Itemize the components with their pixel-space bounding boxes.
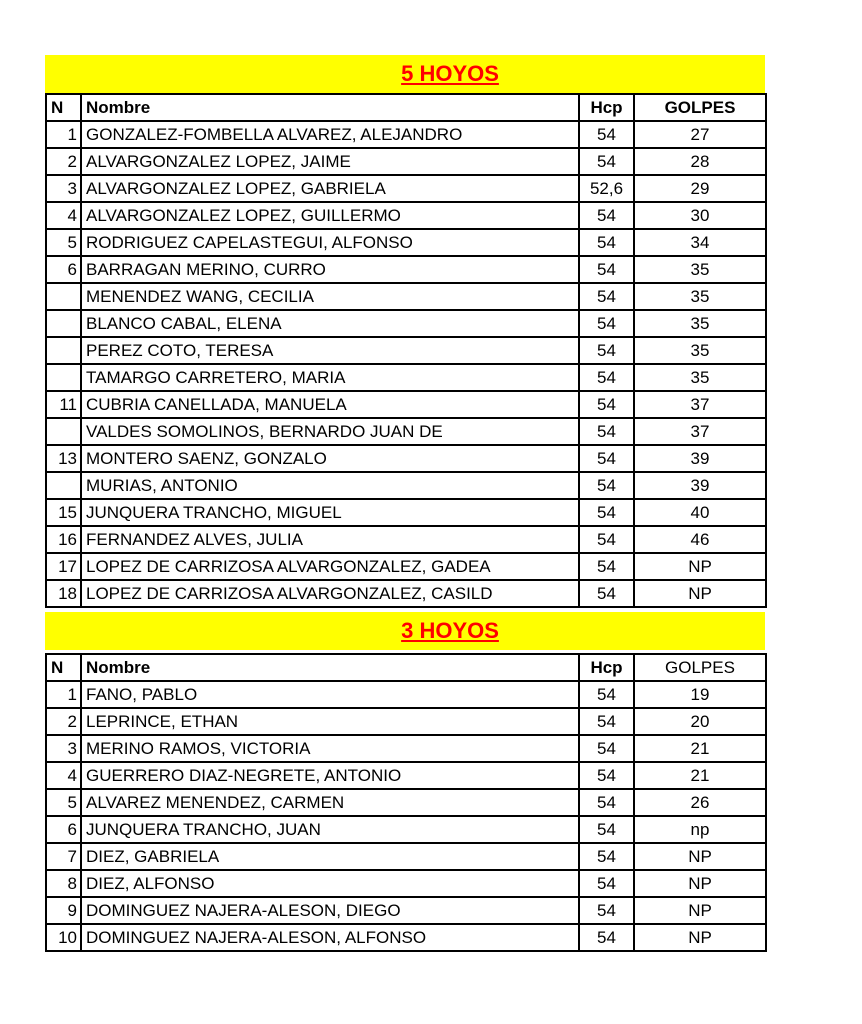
- cell-hcp: 54: [579, 121, 634, 148]
- cell-hcp: 54: [579, 870, 634, 897]
- cell-golpes: 37: [634, 418, 766, 445]
- cell-hcp: 54: [579, 202, 634, 229]
- cell-n: 4: [46, 202, 81, 229]
- table-row: [46, 472, 766, 499]
- cell-n: 7: [46, 843, 81, 870]
- cell-nombre: LOPEZ DE CARRIZOSA ALVARGONZALEZ, CASILD: [81, 580, 579, 607]
- table-row: [46, 418, 766, 445]
- cell-n: [46, 337, 81, 364]
- cell-nombre: FERNANDEZ ALVES, JULIA: [81, 526, 579, 553]
- table-row: [46, 283, 766, 310]
- cell-nombre: GUERRERO DIAZ-NEGRETE, ANTONIO: [81, 762, 579, 789]
- cell-nombre: VALDES SOMOLINOS, BERNARDO JUAN DE: [81, 418, 579, 445]
- header-golpes: GOLPES: [634, 94, 766, 121]
- table-row: [46, 229, 766, 256]
- cell-n: 6: [46, 256, 81, 283]
- cell-nombre: MERINO RAMOS, VICTORIA: [81, 735, 579, 762]
- table-row: [46, 391, 766, 418]
- table-row: [46, 924, 766, 951]
- cell-golpes: 35: [634, 364, 766, 391]
- cell-hcp: 54: [579, 256, 634, 283]
- cell-golpes: 20: [634, 708, 766, 735]
- cell-n: 1: [46, 681, 81, 708]
- table-row: [46, 364, 766, 391]
- cell-hcp: 54: [579, 364, 634, 391]
- table-header-row: [46, 94, 766, 121]
- cell-hcp: 54: [579, 924, 634, 951]
- header-nombre: Nombre: [81, 94, 579, 121]
- table-row: [46, 681, 766, 708]
- cell-n: 2: [46, 708, 81, 735]
- results-sheet: [45, 55, 765, 952]
- table-row: [46, 445, 766, 472]
- section-title-band-5-hoyos: [45, 55, 765, 93]
- cell-golpes: 28: [634, 148, 766, 175]
- cell-nombre: BLANCO CABAL, ELENA: [81, 310, 579, 337]
- cell-golpes: 21: [634, 735, 766, 762]
- cell-n: 3: [46, 735, 81, 762]
- cell-golpes: 27: [634, 121, 766, 148]
- cell-n: 17: [46, 553, 81, 580]
- cell-golpes: np: [634, 816, 766, 843]
- cell-hcp: 54: [579, 526, 634, 553]
- cell-nombre: FANO, PABLO: [81, 681, 579, 708]
- table-row: [46, 148, 766, 175]
- table-row: [46, 526, 766, 553]
- cell-n: 6: [46, 816, 81, 843]
- table-row: [46, 310, 766, 337]
- cell-nombre: DOMINGUEZ NAJERA-ALESON, ALFONSO: [81, 924, 579, 951]
- cell-golpes: NP: [634, 870, 766, 897]
- table-row: [46, 337, 766, 364]
- table-row: [46, 897, 766, 924]
- header-hcp: Hcp: [579, 654, 634, 681]
- cell-hcp: 54: [579, 499, 634, 526]
- cell-golpes: 46: [634, 526, 766, 553]
- cell-n: [46, 364, 81, 391]
- table-row: [46, 553, 766, 580]
- cell-hcp: 54: [579, 735, 634, 762]
- header-golpes: GOLPES: [634, 654, 766, 681]
- cell-golpes: 39: [634, 472, 766, 499]
- cell-n: [46, 472, 81, 499]
- cell-golpes: 26: [634, 789, 766, 816]
- cell-n: 16: [46, 526, 81, 553]
- cell-hcp: 54: [579, 843, 634, 870]
- results-table-3-hoyos: [45, 653, 767, 952]
- cell-hcp: 54: [579, 708, 634, 735]
- cell-hcp: 54: [579, 789, 634, 816]
- cell-nombre: MONTERO SAENZ, GONZALO: [81, 445, 579, 472]
- results-table-5-hoyos: [45, 93, 767, 608]
- cell-hcp: 54: [579, 148, 634, 175]
- cell-golpes: 40: [634, 499, 766, 526]
- cell-n: 15: [46, 499, 81, 526]
- cell-golpes: 21: [634, 762, 766, 789]
- cell-nombre: JUNQUERA TRANCHO, JUAN: [81, 816, 579, 843]
- cell-n: 10: [46, 924, 81, 951]
- table-row: [46, 735, 766, 762]
- cell-golpes: 29: [634, 175, 766, 202]
- cell-nombre: ALVARGONZALEZ LOPEZ, JAIME: [81, 148, 579, 175]
- cell-n: 3: [46, 175, 81, 202]
- cell-n: 1: [46, 121, 81, 148]
- cell-golpes: 30: [634, 202, 766, 229]
- header-nombre: Nombre: [81, 654, 579, 681]
- cell-n: 11: [46, 391, 81, 418]
- cell-hcp: 54: [579, 762, 634, 789]
- header-hcp: Hcp: [579, 94, 634, 121]
- table-row: [46, 580, 766, 607]
- cell-golpes: 19: [634, 681, 766, 708]
- cell-golpes: NP: [634, 580, 766, 607]
- cell-hcp: 54: [579, 681, 634, 708]
- cell-hcp: 54: [579, 337, 634, 364]
- cell-hcp: 54: [579, 472, 634, 499]
- cell-hcp: 54: [579, 580, 634, 607]
- table-header-row: [46, 654, 766, 681]
- cell-n: [46, 418, 81, 445]
- table-row: [46, 708, 766, 735]
- cell-n: 5: [46, 229, 81, 256]
- cell-nombre: MURIAS, ANTONIO: [81, 472, 579, 499]
- section-title: 5 HOYOS: [401, 61, 499, 86]
- cell-nombre: TAMARGO CARRETERO, MARIA: [81, 364, 579, 391]
- header-n: N: [46, 654, 81, 681]
- table-row: [46, 121, 766, 148]
- cell-hcp: 54: [579, 283, 634, 310]
- cell-n: 13: [46, 445, 81, 472]
- cell-golpes: 39: [634, 445, 766, 472]
- cell-nombre: ALVARGONZALEZ LOPEZ, GUILLERMO: [81, 202, 579, 229]
- cell-nombre: DOMINGUEZ NAJERA-ALESON, DIEGO: [81, 897, 579, 924]
- cell-golpes: 35: [634, 256, 766, 283]
- section-title-band-3-hoyos: [45, 612, 765, 650]
- cell-hcp: 54: [579, 816, 634, 843]
- header-n: N: [46, 94, 81, 121]
- table-row: [46, 870, 766, 897]
- table-row: [46, 816, 766, 843]
- cell-hcp: 54: [579, 418, 634, 445]
- table-row: [46, 789, 766, 816]
- cell-nombre: DIEZ, GABRIELA: [81, 843, 579, 870]
- table-row: [46, 843, 766, 870]
- cell-n: 9: [46, 897, 81, 924]
- cell-nombre: RODRIGUEZ CAPELASTEGUI, ALFONSO: [81, 229, 579, 256]
- cell-n: 2: [46, 148, 81, 175]
- table-row: [46, 499, 766, 526]
- cell-golpes: 35: [634, 310, 766, 337]
- cell-nombre: LEPRINCE, ETHAN: [81, 708, 579, 735]
- cell-hcp: 54: [579, 897, 634, 924]
- cell-nombre: ALVAREZ MENENDEZ, CARMEN: [81, 789, 579, 816]
- table-row: [46, 762, 766, 789]
- cell-hcp: 54: [579, 553, 634, 580]
- cell-n: [46, 283, 81, 310]
- cell-golpes: 34: [634, 229, 766, 256]
- table-row: [46, 175, 766, 202]
- cell-n: 4: [46, 762, 81, 789]
- cell-golpes: 37: [634, 391, 766, 418]
- cell-nombre: DIEZ, ALFONSO: [81, 870, 579, 897]
- cell-n: 8: [46, 870, 81, 897]
- cell-golpes: NP: [634, 897, 766, 924]
- cell-n: [46, 310, 81, 337]
- cell-hcp: 52,6: [579, 175, 634, 202]
- section-title: 3 HOYOS: [401, 618, 499, 643]
- cell-nombre: CUBRIA CANELLADA, MANUELA: [81, 391, 579, 418]
- table-row: [46, 202, 766, 229]
- cell-hcp: 54: [579, 310, 634, 337]
- cell-nombre: JUNQUERA TRANCHO, MIGUEL: [81, 499, 579, 526]
- cell-nombre: LOPEZ DE CARRIZOSA ALVARGONZALEZ, GADEA: [81, 553, 579, 580]
- cell-golpes: NP: [634, 843, 766, 870]
- cell-golpes: NP: [634, 553, 766, 580]
- cell-hcp: 54: [579, 445, 634, 472]
- cell-nombre: ALVARGONZALEZ LOPEZ, GABRIELA: [81, 175, 579, 202]
- cell-nombre: MENENDEZ WANG, CECILIA: [81, 283, 579, 310]
- cell-hcp: 54: [579, 229, 634, 256]
- cell-golpes: 35: [634, 283, 766, 310]
- cell-nombre: PEREZ COTO, TERESA: [81, 337, 579, 364]
- cell-n: 5: [46, 789, 81, 816]
- cell-hcp: 54: [579, 391, 634, 418]
- table-row: [46, 256, 766, 283]
- cell-n: 18: [46, 580, 81, 607]
- cell-nombre: BARRAGAN MERINO, CURRO: [81, 256, 579, 283]
- cell-nombre: GONZALEZ-FOMBELLA ALVAREZ, ALEJANDRO: [81, 121, 579, 148]
- cell-golpes: 35: [634, 337, 766, 364]
- cell-golpes: NP: [634, 924, 766, 951]
